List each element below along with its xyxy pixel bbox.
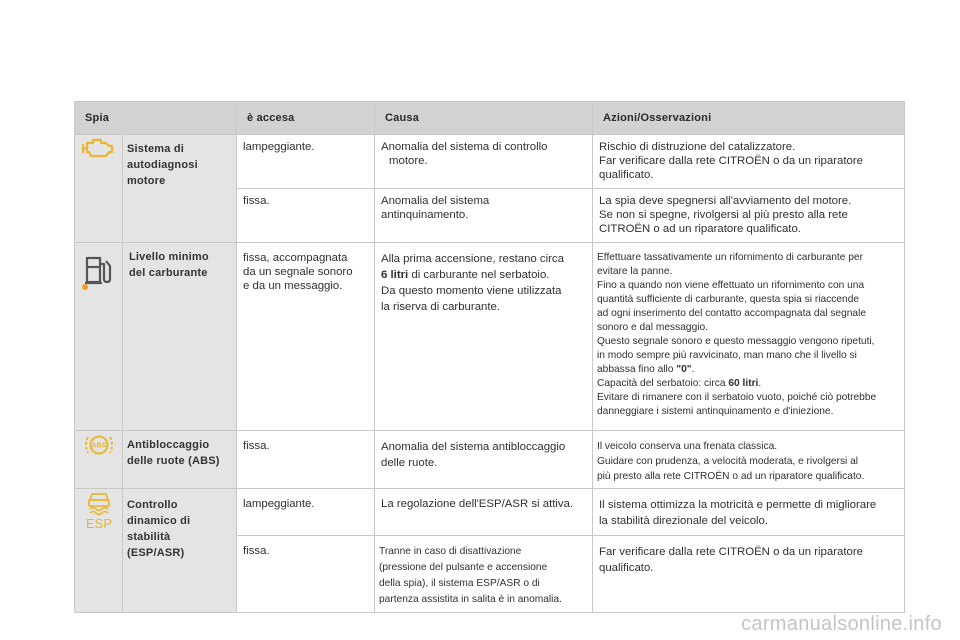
engine-action-1: Rischio di distruzione del catalizzatore. Far verificare dalla rete CITROËN o da un riparatore qualificato. <box>593 135 905 189</box>
table-row <box>75 243 905 431</box>
abs-action: Il veicolo conserva una frenata classica. Guidare con prudenza, a velocità moderata, e rivolgersi al più presto alla rete CITROËN o ad un riparatore qualificato. <box>593 431 905 489</box>
table-row <box>75 489 905 536</box>
esp-icon <box>82 490 116 530</box>
abs-state: fissa. <box>237 431 375 489</box>
fuel-cause: Alla prima accensione, restano circa 6 litri di carburante nel serbatoio. Da questo momento viene utilizzata la riserva di carburante. <box>375 243 593 431</box>
svg-text:ABS: ABS <box>91 442 106 450</box>
orange-indicator-dot <box>82 284 88 290</box>
engine-state-1: lampeggiante. <box>237 135 375 189</box>
esp-state-2: fissa. <box>237 536 375 613</box>
abs-icon-cell <box>75 431 123 489</box>
esp-action-2: Far verificare dalla rete CITROËN o da un riparatore qualificato. <box>593 536 905 613</box>
engine-cause-1: Anomalia del sistema di controllo motore. <box>375 135 593 189</box>
table-header-row <box>75 102 905 135</box>
esp-state-1: lampeggiante. <box>237 489 375 536</box>
header-spia: Spia <box>75 102 237 135</box>
svg-text:ESP: ESP <box>85 516 112 530</box>
header-e-accesa: è accesa <box>237 102 375 135</box>
fuel-state: fissa, accompagnata da un segnale sonoro e da un messaggio. <box>237 243 375 431</box>
fuel-icon-cell <box>75 243 123 431</box>
esp-cause-1: La regolazione dell'ESP/ASR si attiva. <box>375 489 593 536</box>
fuel-pump-icon <box>84 255 114 287</box>
header-causa: Causa <box>375 102 593 135</box>
engine-name: Sistema di autodiagnosi motore <box>123 135 237 243</box>
watermark: carmanualsonline.info <box>741 613 942 635</box>
warning-lights-table <box>74 101 905 613</box>
abs-cause: Anomalia del sistema antibloccaggio delle ruote. <box>375 431 593 489</box>
fuel-name: Livello minimo del carburante <box>123 243 237 431</box>
engine-icon <box>82 136 116 160</box>
esp-icon-cell <box>75 489 123 613</box>
esp-name: Controllo dinamico di stabilità (ESP/ASR) <box>123 489 237 613</box>
engine-cause-2: Anomalia del sistema antinquinamento. <box>375 189 593 243</box>
table-row <box>75 135 905 189</box>
abs-name: Antibloccaggio delle ruote (ABS) <box>123 431 237 489</box>
fuel-action: Effettuare tassativamente un rifornimento di carburante per evitare la panne. Fino a quando non viene effettuato un rifornimento con una quantità sufficiente di carburante, questa spia si riaccende ad ogni inserimento del contatto accompagnata dal segnale sonoro e dal messaggio. Questo segnale sonoro e questo messaggio vengono ripetuti, in modo sempre più ravvicinato, man mano che il livello si abbassa fino allo "0". Capacità del serbatoio: circa 60 litri. Evitare di rimanere con il serbatoio vuoto, poiché ciò potrebbe danneggiare i sistemi antinquinamento e d'iniezione. <box>593 243 905 431</box>
header-azioni: Azioni/Osservazioni <box>593 102 905 135</box>
engine-state-2: fissa. <box>237 189 375 243</box>
esp-action-1: Il sistema ottimizza la motricità e permette di migliorare la stabilità direzionale del veicolo. <box>593 489 905 536</box>
table-row <box>75 431 905 489</box>
abs-icon <box>82 432 116 458</box>
engine-action-2: La spia deve spegnersi all'avviamento del motore. Se non si spegne, rivolgersi al più presto alla rete CITROËN o ad un riparatore qualificato. <box>593 189 905 243</box>
esp-cause-2: Tranne in caso di disattivazione (pressione del pulsante e accensione della spia), il sistema ESP/ASR o di partenza assistita in salita è in anomalia. <box>375 536 593 613</box>
engine-icon-cell <box>75 135 123 243</box>
